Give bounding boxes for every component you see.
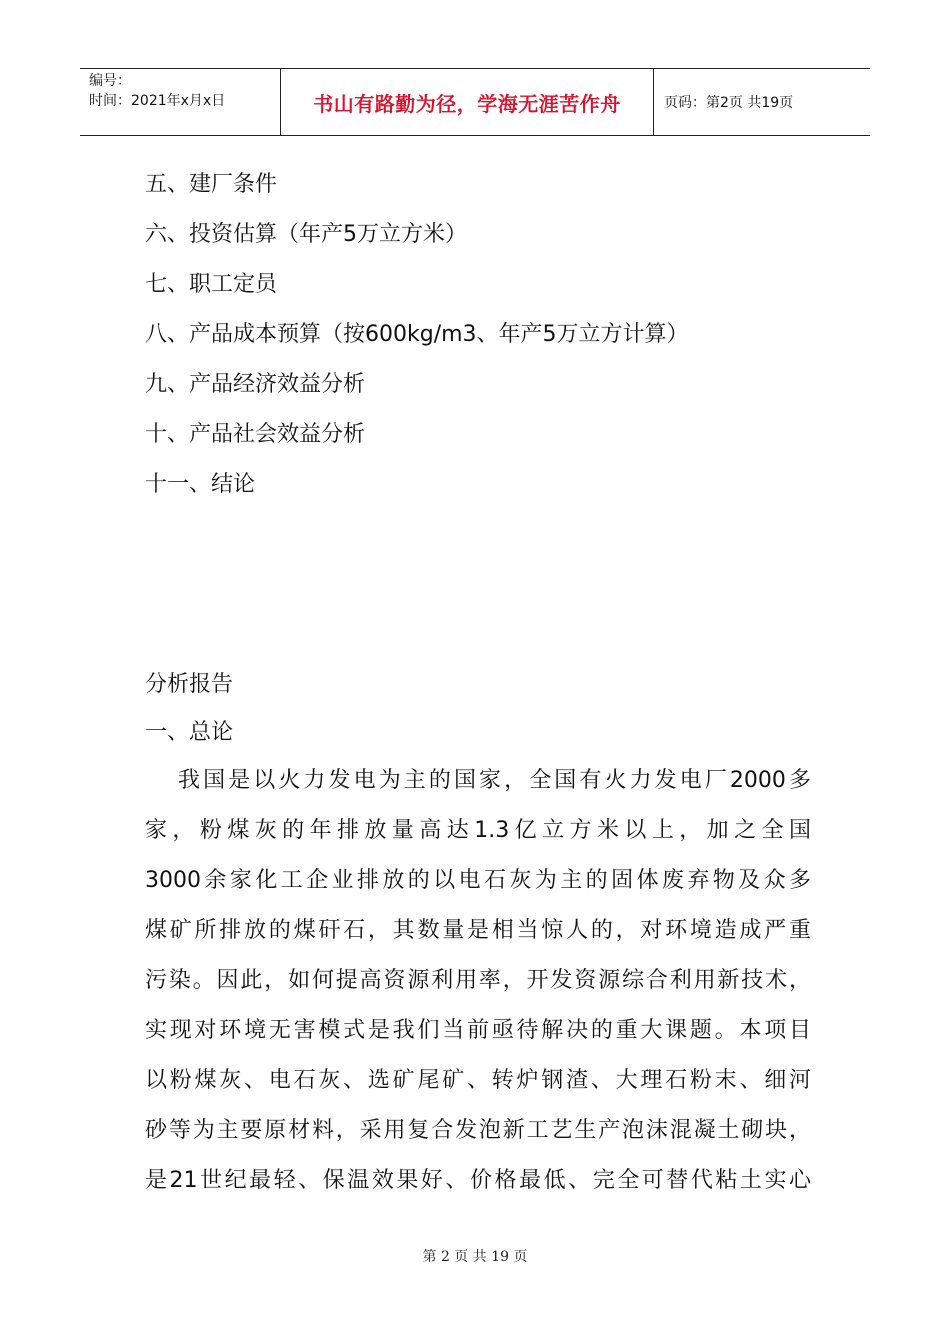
toc-item: 九、产品经济效益分析 <box>145 372 366 397</box>
header-info-cell <box>80 69 281 135</box>
toc-item: 十一、结论 <box>145 472 256 497</box>
report-body <box>145 761 811 1211</box>
section-heading-general: 一、总论 <box>145 720 234 745</box>
body-line: 3000余家化工企业排放的以电石灰为主的固体废弃物及众多 <box>145 868 811 893</box>
body-line: 是21世纪最轻、保温效果好、价格最低、完全可替代粘土实心 <box>145 1168 811 1193</box>
report-title: 分析报告 <box>145 672 234 697</box>
toc-item: 八、产品成本预算（按600kg/m3、年产5万立方计算） <box>145 322 689 347</box>
body-line: 污染。因此，如何提高资源利用率，开发资源综合利用新技术， <box>145 968 811 993</box>
header-motto: 书山有路勤为径，学海无涯苦作舟 <box>313 91 621 116</box>
body-line: 煤矿所排放的煤矸石，其数量是相当惊人的，对环境造成严重 <box>145 918 811 943</box>
table-of-contents <box>145 165 689 515</box>
header-page-cell <box>654 69 870 135</box>
header-motto-cell <box>281 69 654 135</box>
page-header <box>80 68 870 136</box>
doc-time-label: 时间：2021年x月x日 <box>89 93 226 109</box>
doc-number-label: 编号： <box>89 73 131 89</box>
body-line: 我国是以火力发电为主的国家，全国有火力发电厂2000多 <box>178 768 811 793</box>
body-line: 实现对环境无害模式是我们当前亟待解决的重大课题。本项目 <box>145 1018 811 1043</box>
header-page-number: 页码：第2页 共19页 <box>664 95 794 111</box>
toc-item: 五、建厂条件 <box>145 172 278 197</box>
toc-item: 十、产品社会效益分析 <box>145 422 366 447</box>
toc-item: 六、投资估算（年产5万立方米） <box>145 222 467 247</box>
body-line: 砂等为主要原材料，采用复合发泡新工艺生产泡沫混凝土砌块， <box>145 1118 811 1143</box>
toc-item: 七、职工定员 <box>145 272 278 297</box>
body-line: 家，粉煤灰的年排放量高达1.3亿立方米以上，加之全国 <box>145 818 811 843</box>
body-line: 以粉煤灰、电石灰、选矿尾矿、转炉钢渣、大理石粉末、细河 <box>145 1068 811 1093</box>
page-footer: 第 2 页 共 19 页 <box>422 1249 528 1265</box>
